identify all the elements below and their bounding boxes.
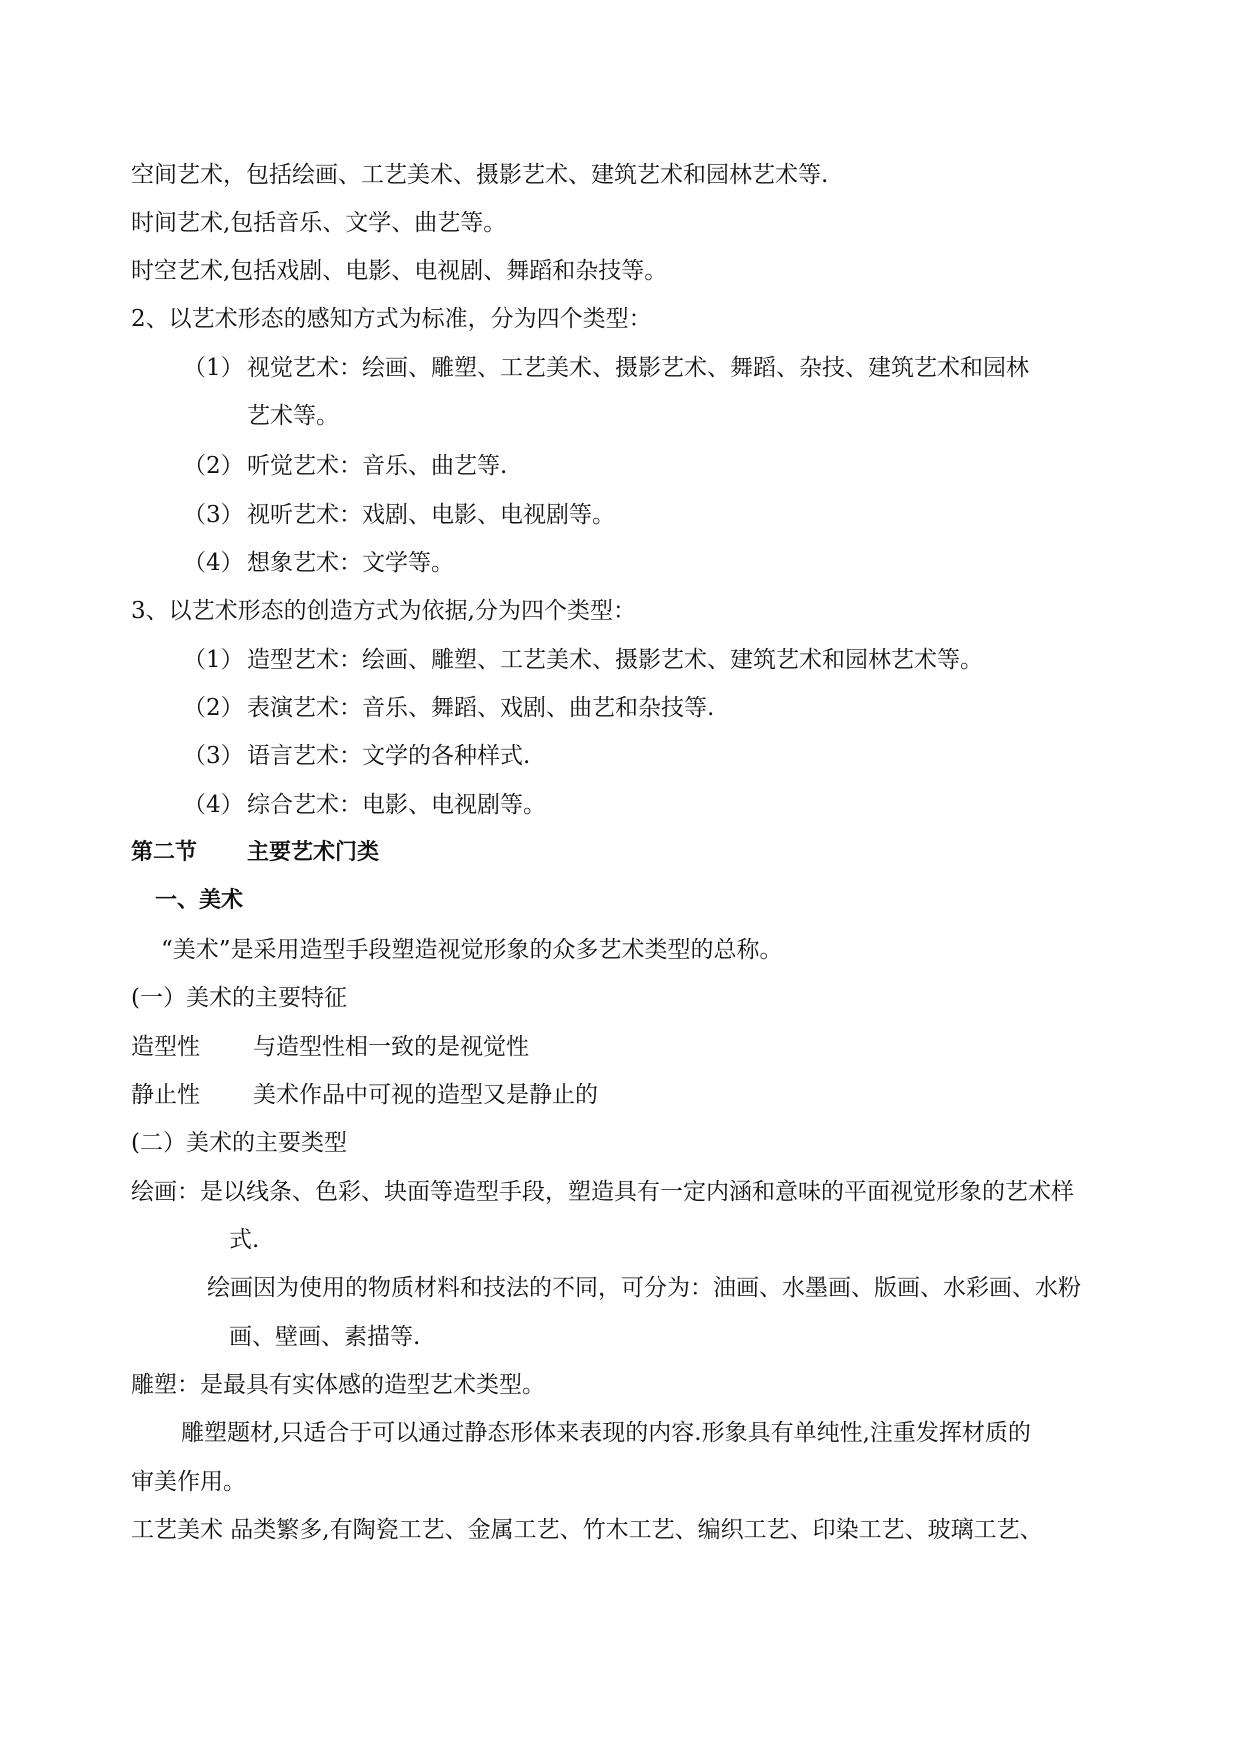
time-art-line: 时间艺术,包括音乐、文学、曲艺等。 [131, 210, 507, 236]
list-item [183, 548, 454, 578]
painting-line: 绘画因为使用的物质材料和技法的不同，可分为：油画、水墨画、版画、水彩画、水粉 [207, 1275, 1081, 1301]
painting-line: 绘画：是以线条、色彩、块面等造型手段，塑造具有一定内涵和意味的平面视觉形象的艺术样 [131, 1179, 1074, 1205]
feature-term: 造型性 [131, 1034, 200, 1060]
sculpture-line: 雕塑：是最具有实体感的造型艺术类型。 [131, 1372, 545, 1398]
item-text: 造型艺术：绘画、雕塑、工艺美术、摄影艺术、建筑艺术和园林艺术等。 [247, 647, 983, 673]
creation-heading: 3、以艺术形态的创造方式为依据,分为四个类型： [131, 598, 636, 624]
painting-line: 式. [229, 1227, 260, 1253]
item-number: （3） [183, 502, 244, 528]
craft-line: 工艺美术 品类繁多,有陶瓷工艺、金属工艺、竹木工艺、编织工艺、印染工艺、玻璃工艺、 [131, 1517, 1043, 1543]
section-title: 主要艺术门类 [247, 840, 380, 865]
item-number: （2） [183, 453, 244, 479]
item-continuation: 艺术等。 [247, 403, 339, 429]
space-art-line: 空间艺术，包括绘画、工艺美术、摄影艺术、建筑艺术和园林艺术等. [131, 162, 829, 188]
list-item [183, 451, 507, 481]
intro-line: “美术”是采用造型手段塑造视觉形象的众多艺术类型的总称。 [161, 937, 783, 963]
section-label: 第二节 [131, 840, 198, 865]
spacetime-art-line: 时空艺术,包括戏剧、电影、电视剧、舞蹈和杂技等。 [131, 258, 668, 284]
painting-line: 画、壁画、素描等. [229, 1324, 421, 1350]
item-number: （1） [183, 647, 244, 673]
features-heading: (一）美术的主要特征 [131, 985, 347, 1011]
item-number: （4） [183, 792, 244, 818]
perception-heading: 2、以艺术形态的感知方式为标准，分为四个类型： [131, 306, 652, 332]
item-number: （1） [183, 355, 244, 381]
list-item [183, 741, 530, 771]
sculpture-line: 雕塑题材,只适合于可以通过静态形体来表现的内容.形象具有单纯性,注重发挥材质的 [181, 1420, 1031, 1446]
section-heading [131, 838, 379, 868]
item-text: 综合艺术：电影、电视剧等。 [247, 792, 546, 818]
item-number: （2） [183, 695, 244, 721]
list-item [183, 645, 983, 675]
list-item [183, 693, 714, 723]
feature-desc: 美术作品中可视的造型又是静止的 [253, 1082, 598, 1108]
feature-term: 静止性 [131, 1082, 200, 1108]
subsection-heading: 一、美术 [155, 888, 244, 913]
item-number: （3） [183, 743, 244, 769]
feature-desc: 与造型性相一致的是视觉性 [253, 1034, 529, 1060]
list-item [183, 353, 1029, 383]
item-text: 视觉艺术：绘画、雕塑、工艺美术、摄影艺术、舞蹈、杂技、建筑艺术和园林 [247, 355, 1029, 381]
feature-row [131, 1032, 529, 1062]
item-number: （4） [183, 550, 244, 576]
item-text: 听觉艺术：音乐、曲艺等. [247, 453, 508, 479]
feature-row [131, 1080, 598, 1110]
sculpture-line: 审美作用。 [131, 1469, 246, 1495]
item-text: 想象艺术：文学等。 [247, 550, 454, 576]
item-text: 语言艺术：文学的各种样式. [247, 743, 531, 769]
list-item [183, 790, 546, 820]
item-text: 表演艺术：音乐、舞蹈、戏剧、曲艺和杂技等. [247, 695, 715, 721]
list-item [183, 500, 615, 530]
item-text: 视听艺术：戏剧、电影、电视剧等。 [247, 502, 615, 528]
types-heading: (二）美术的主要类型 [131, 1130, 347, 1156]
